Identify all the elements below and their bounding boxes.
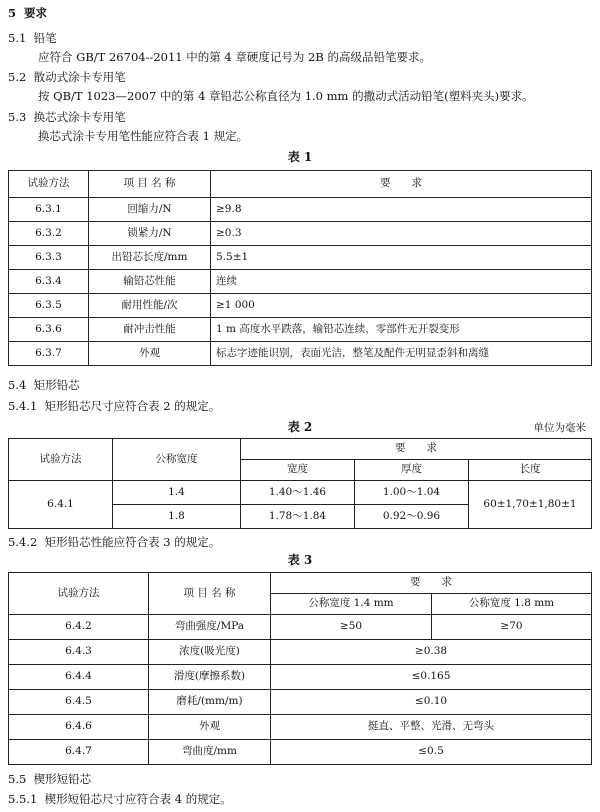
table-row — [9, 342, 592, 366]
section-5-3-text: 换芯式涂卡专用笔性能应符合表 1 规定。 — [38, 129, 249, 143]
table-2-header-row — [9, 439, 592, 460]
table-row — [9, 665, 592, 690]
table-cell: 6.3.1 — [9, 198, 89, 222]
table-header: 要 求 — [271, 573, 592, 594]
table-header: 项 目 名 称 — [149, 573, 271, 615]
table-cell: ≤0.5 — [271, 740, 592, 765]
table-cell: 6.3.5 — [9, 294, 89, 318]
section-5-4-1-text: 5.4.1 矩形铅芯尺寸应符合表 2 的规定。 — [8, 399, 221, 413]
table-cell: 1.00～1.04 — [355, 481, 469, 505]
table-cell: 60±1,70±1,80±1 — [469, 481, 592, 529]
table-1-header-row — [9, 171, 592, 198]
table-row — [9, 481, 592, 505]
table-cell: ≥1 000 — [211, 294, 592, 318]
table-cell: 锁紧力/N — [89, 222, 211, 246]
table-cell: 6.4.3 — [9, 640, 149, 665]
table-cell: 回缩力/N — [89, 198, 211, 222]
table-cell: 滑度(摩擦系数) — [149, 665, 271, 690]
table-row — [9, 640, 592, 665]
table-cell: 6.3.2 — [9, 222, 89, 246]
table-row — [9, 198, 592, 222]
table-cell: 1.4 — [113, 481, 241, 505]
table-cell: 1 m 高度水平跌落，输铅芯连续，零部件无开裂变形 — [211, 318, 592, 342]
table-cell: ≥0.38 — [271, 640, 592, 665]
section-5-2-heading: 5.2 散动式涂卡专用笔 — [8, 70, 126, 84]
table-cell: 6.3.7 — [9, 342, 89, 366]
table-2-caption: 表 2 — [287, 420, 313, 434]
table-header: 试验方法 — [9, 171, 89, 198]
table-cell: ≥70 — [432, 615, 592, 640]
table-header: 公称宽度 1.8 mm — [432, 594, 592, 615]
table-cell: 1.78～1.84 — [241, 505, 355, 529]
table-cell: 弯曲度/mm — [149, 740, 271, 765]
table-cell: 连续 — [211, 270, 592, 294]
table-row — [9, 246, 592, 270]
table-cell: 外观 — [89, 342, 211, 366]
table-cell: 浓度(吸光度) — [149, 640, 271, 665]
table-header: 厚度 — [355, 460, 469, 481]
table-cell: 0.92～0.96 — [355, 505, 469, 529]
table-row — [9, 270, 592, 294]
table-cell: 6.4.7 — [9, 740, 149, 765]
section-5-1-text: 应符合 GB/T 26704--2011 中的第 4 章硬度记号为 2B 的高级品铅笔要求。 — [38, 50, 431, 64]
table-cell: 标志字迹能识别，表面光洁，整笔及配件无明显歪斜和离缝 — [211, 342, 592, 366]
table-row — [9, 690, 592, 715]
table-cell: ≥9.8 — [211, 198, 592, 222]
table-header: 试验方法 — [9, 439, 113, 481]
table-cell: 1.8 — [113, 505, 241, 529]
table-header: 项 目 名 称 — [89, 171, 211, 198]
table-header: 要 求 — [211, 171, 592, 198]
table-cell: 耐用性能/次 — [89, 294, 211, 318]
table-cell: 6.4.4 — [9, 665, 149, 690]
table-cell: 外观 — [149, 715, 271, 740]
table-cell: ≥0.3 — [211, 222, 592, 246]
table-cell: 挺直、平整、光滑、无弯头 — [271, 715, 592, 740]
table-1-caption: 表 1 — [287, 150, 313, 164]
table-cell: 弯曲强度/MPa — [149, 615, 271, 640]
table-row — [9, 740, 592, 765]
table-cell: ≤0.165 — [271, 665, 592, 690]
table-header: 公称宽度 — [113, 439, 241, 481]
table-cell: 6.3.4 — [9, 270, 89, 294]
table-header: 长度 — [469, 460, 592, 481]
section-5-4-heading: 5.4 矩形铅芯 — [8, 378, 80, 392]
table-row — [9, 294, 592, 318]
table-cell: 耐冲击性能 — [89, 318, 211, 342]
section-5-2-text: 按 QB/T 1023—2007 中的第 4 章铅芯公称直径为 1.0 mm 的撒动式活动铅笔(塑料夹头)要求。 — [38, 89, 534, 103]
table-cell: 6.4.2 — [9, 615, 149, 640]
section-5-3-heading: 5.3 换芯式涂卡专用笔 — [8, 110, 126, 124]
section-5-heading: 5 要求 — [8, 6, 48, 20]
section-5-5-1-text: 5.5.1 楔形短铅芯尺寸应符合表 4 的规定。 — [8, 792, 232, 806]
table-3 — [8, 572, 592, 765]
table-cell: 6.4.6 — [9, 715, 149, 740]
table-row — [9, 222, 592, 246]
section-5-1-heading: 5.1 铅笔 — [8, 31, 57, 45]
table-cell: 输铅芯性能 — [89, 270, 211, 294]
table-header: 要 求 — [241, 439, 592, 460]
table-cell: 6.4.5 — [9, 690, 149, 715]
table-3-caption: 表 3 — [287, 553, 313, 567]
table-cell: ≥50 — [271, 615, 432, 640]
table-row — [9, 615, 592, 640]
table-1 — [8, 170, 592, 366]
table-cell: ≤0.10 — [271, 690, 592, 715]
table-row — [9, 715, 592, 740]
table-header: 试验方法 — [9, 573, 149, 615]
table-header: 公称宽度 1.4 mm — [271, 594, 432, 615]
table-cell: 6.3.6 — [9, 318, 89, 342]
table-cell: 出铅芯长度/mm — [89, 246, 211, 270]
table-row — [9, 318, 592, 342]
table-cell: 6.3.3 — [9, 246, 89, 270]
table-cell: 5.5±1 — [211, 246, 592, 270]
section-5-4-2-text: 5.4.2 矩形铅芯性能应符合表 3 的规定。 — [8, 535, 221, 549]
table-cell: 6.4.1 — [9, 481, 113, 529]
table-3-header-row — [9, 573, 592, 594]
section-5-5-heading: 5.5 楔形短铅芯 — [8, 772, 92, 786]
table-2 — [8, 438, 592, 529]
table-2-unit: 单位为毫米 — [533, 422, 586, 434]
table-header: 宽度 — [241, 460, 355, 481]
table-cell: 1.40～1.46 — [241, 481, 355, 505]
table-cell: 磨耗/(mm/m) — [149, 690, 271, 715]
